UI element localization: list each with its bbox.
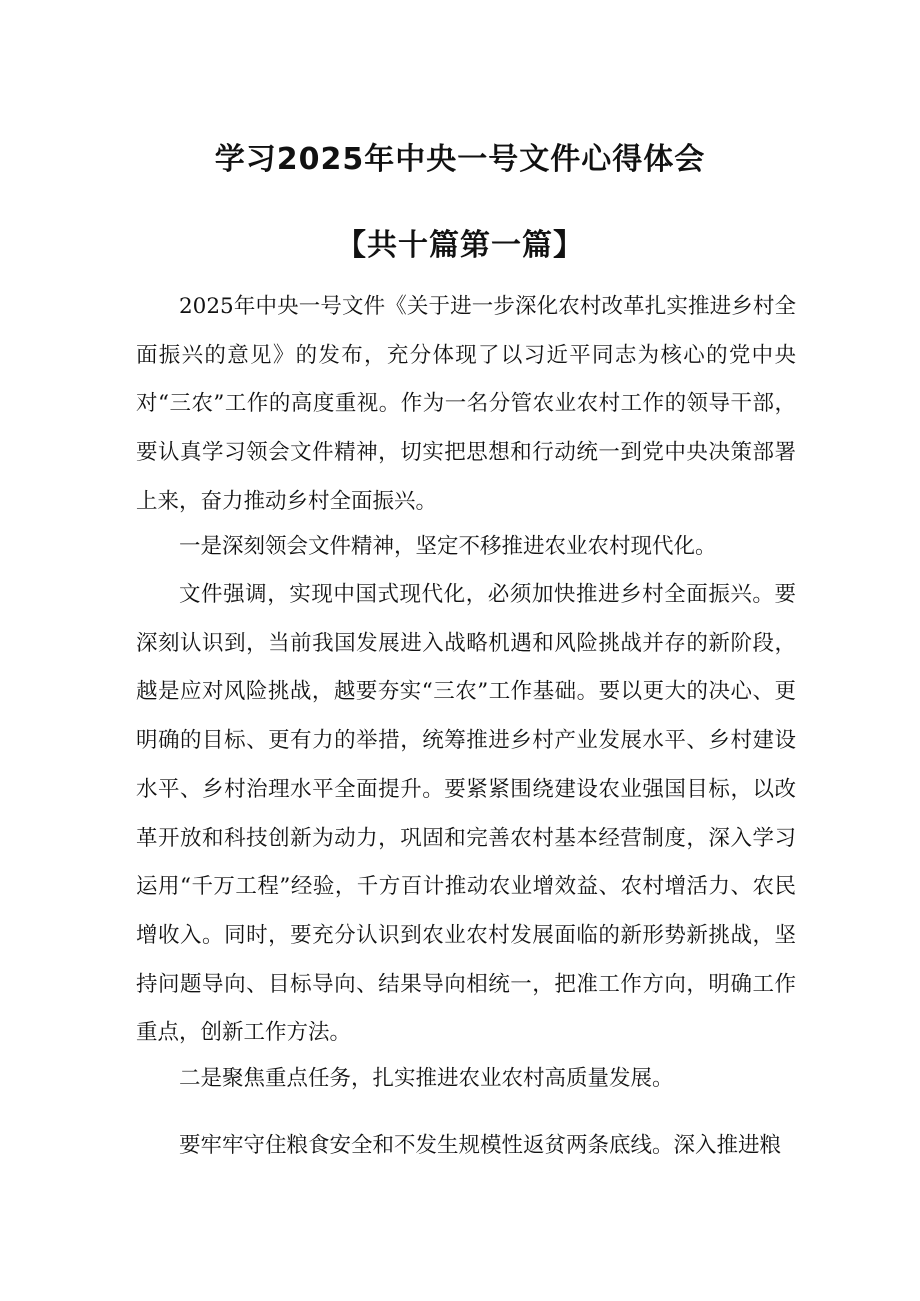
paragraph-section-two: 要牢牢守住粮食安全和不发生规模性返贫两条底线。深入推进粮 (179, 1133, 782, 1158)
document-title: 学习2025年中央一号文件心得体会 (214, 142, 706, 177)
section-heading-two: 二是聚焦重点任务，扎实推进农业农村高质量发展。 (179, 1066, 674, 1091)
paragraph-intro: 2025年中央一号文件《关于进一步深化农村改革扎实推进乡村全面振兴的意见》的发布，充分体现了以习近平同志为核心的党中央对“三农”工作的高度重视。作为一名分管农业农村工作的领导干部，要认真学习领会文件精神，切实把思想和行动统一到党中央决策部署上来，奋力推动乡村全面振兴。 (136, 294, 796, 514)
section-heading-one: 一是深刻领会文件精神，坚定不移推进农业农村现代化。 (179, 534, 717, 559)
paragraph-section-one: 文件强调，实现中国式现代化，必须加快推进乡村全面振兴。要深刻认识到，当前我国发展进入战略机遇和风险挑战并存的新阶段，越是应对风险挑战，越要夯实“三农”工作基础。要以更大的决心、更明确的目标、更有力的举措，统筹推进乡村产业发展水平、乡村建设水平、乡村治理水平全面提升。要紧紧围绕建设农业强国目标，以改革开放和科技创新为动力，巩固和完善农村基本经营制度，深入学习运用“千万工程”经验，千方百计推动农业增效益、农村增活力、农民增收入。同时，要充分认识到农业农村发展面临的新形势新挑战，坚持问题导向、目标导向、结果导向相统一，把准工作方向，明确工作重点，创新工作方法。 (136, 582, 796, 1046)
document-subtitle: 【共十篇第一篇】 (336, 228, 584, 263)
